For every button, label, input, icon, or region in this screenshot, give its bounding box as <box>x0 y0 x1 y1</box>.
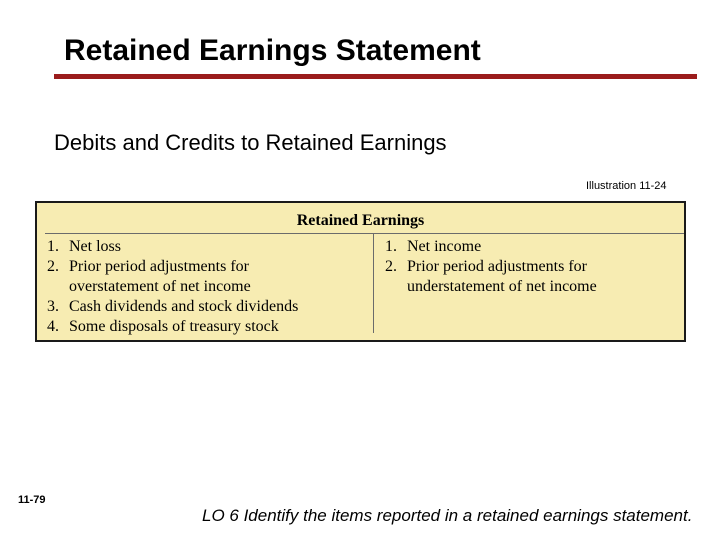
learning-objective: LO 6 Identify the items reported in a retained earnings statement. <box>202 506 693 525</box>
item-number: 3. <box>47 298 59 315</box>
item-number: 1. <box>385 238 397 255</box>
item-number: 1. <box>47 238 59 255</box>
item-text: Some disposals of treasury stock <box>69 318 279 335</box>
item-number: 4. <box>47 318 59 335</box>
list-item <box>47 317 298 337</box>
illustration-label: Illustration 11-24 <box>586 180 667 192</box>
page-number: 11-79 <box>18 494 46 506</box>
item-text: Net loss <box>69 238 121 255</box>
debits-column <box>47 237 298 337</box>
item-text: Prior period adjustments for <box>407 258 587 275</box>
slide-subtitle: Debits and Credits to Retained Earnings <box>54 130 447 155</box>
list-item <box>47 257 298 297</box>
slide-title: Retained Earnings Statement <box>64 34 481 67</box>
title-rule <box>54 74 697 79</box>
item-text: understatement of net income <box>407 278 597 295</box>
item-text: Net income <box>407 238 482 255</box>
item-text: Cash dividends and stock dividends <box>69 298 299 315</box>
item-number: 2. <box>47 258 59 275</box>
item-text: overstatement of net income <box>69 278 251 295</box>
list-item <box>47 297 298 317</box>
item-number: 2. <box>385 258 397 275</box>
list-item <box>385 237 597 257</box>
t-account-header: Retained Earnings <box>296 212 425 229</box>
item-text: Prior period adjustments for <box>69 258 249 275</box>
list-item <box>47 237 298 257</box>
retained-earnings-t-account <box>35 201 686 342</box>
header-rule <box>45 233 684 234</box>
credits-column <box>385 237 597 297</box>
column-divider <box>373 234 374 333</box>
list-item <box>385 257 597 297</box>
